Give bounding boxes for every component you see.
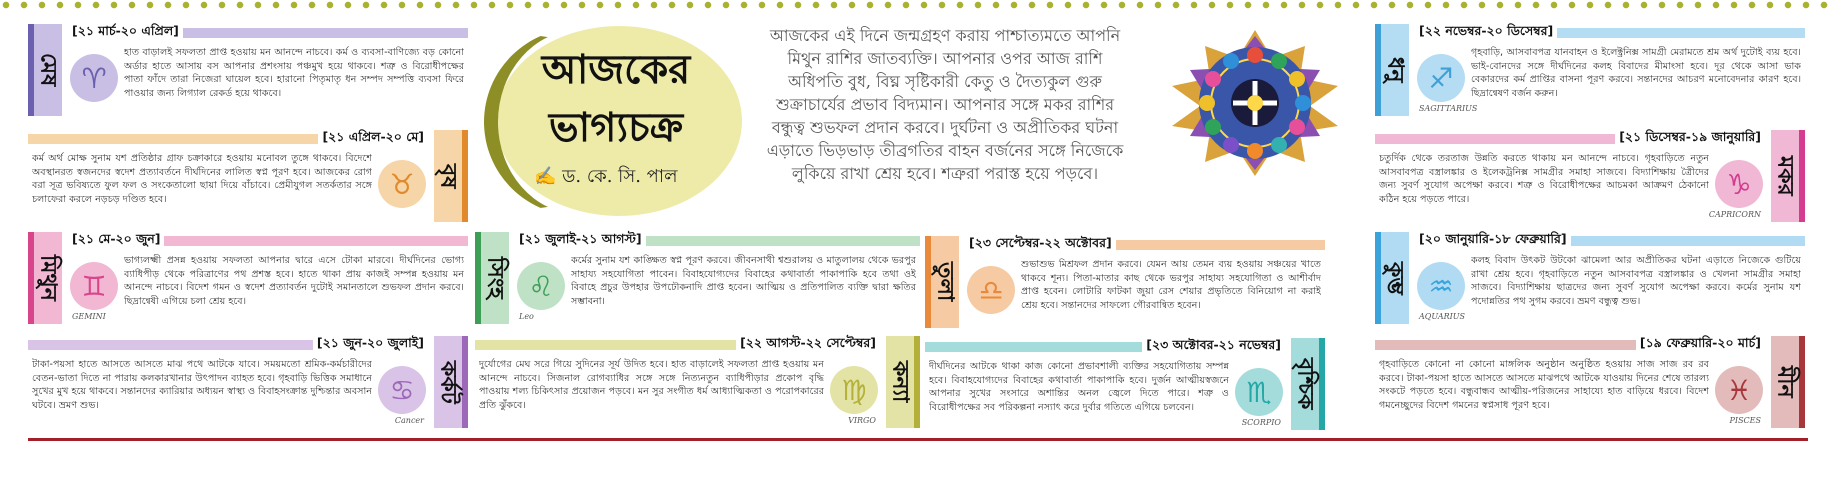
sign-date-range: [২৩ অক্টোবর-২১ নভেম্বর] bbox=[1142, 337, 1285, 357]
sign-block bbox=[1375, 336, 1805, 432]
sign-block bbox=[28, 130, 468, 226]
sign-icon-caption: Leo bbox=[519, 312, 534, 321]
sign-forecast-text: হাত বাড়ালই সফলতা প্রাপ্ত হওয়ায় মন আনন্দে নাচবে। কর্ম ও ব্যবসা-বাণিজ্যে বড় কোনো অর্ডার হাতে আসায় বস আপনার প্রশংসায় পঞ্চমুখ হয়ে থাকবে। শত্রু ও বিরোধীপক্ষের পাতা ফাঁদে তারা নিজেরা ঘায়েল হবে। হারানো পিতৃমাতৃ ধন সম্পদ সম্পত্তি ব্যবসা ফিরে পাওয়ার জন্য লিগ্যাল রেকর্ড হয়ে থাকবে। bbox=[124, 47, 464, 99]
sign-block bbox=[28, 232, 468, 328]
sign-date-range: [২১ জুন-২০ জুলাই] bbox=[313, 335, 428, 355]
sign-block bbox=[925, 236, 1325, 332]
sign-block bbox=[1375, 232, 1805, 328]
color-stripe bbox=[164, 236, 468, 246]
sign-name-tab: মেষ bbox=[28, 24, 62, 116]
sign-forecast-text: টাকা-পয়সা হাতে আসতে আসতে মাঝ পথে আটকে যাবে। সময়মতো শ্রমিক-কর্মচারীদের বেতন-ভাতা দিতে না পারায় কলকারখানার উৎপাদন ব্যাহত হবে। গৃহবাড়ি ভিত্তিক সমাধানে সুখের মুখ হয়ে থাকবে। সন্তানদের ক্যারিয়ার অধ্যয়ন স্বাস্থ্য ও বিবাহসংক্রান্ত দুশ্চিন্তার অবসান ঘটবে। ভ্রমণ শুভ। bbox=[32, 359, 372, 411]
bottom-rule bbox=[28, 438, 1808, 441]
scorpio-icon: ♏ bbox=[1235, 368, 1283, 416]
author-name: ড. কে. সি. পাল bbox=[562, 166, 678, 187]
cancer-icon: ♋ bbox=[378, 366, 426, 414]
pisces-icon: ♓ bbox=[1715, 366, 1763, 414]
sign-name-tab: কুম্ভ bbox=[1375, 232, 1409, 324]
color-stripe bbox=[1571, 236, 1805, 246]
color-stripe bbox=[925, 342, 1142, 352]
title-line-1: আজকের bbox=[541, 46, 691, 93]
sign-name-tab: মকর bbox=[1771, 130, 1805, 222]
date-header bbox=[925, 338, 1285, 356]
sign-forecast-text: দীর্ঘদিনের আটকে থাকা কাজ কোনো প্রভাবশালী ব্যক্তির সহযোগিতায় সম্পন্ন হবে। বিবাহযোগ্যদের বিবাহের কথাবার্তা পাকাপাকি হবে। দুর্জন আত্মীয়স্বজনে আপনার সুখের সংসারে অশান্তির অনল জ্বেলে দিতে পারে। শত্রু ও বিরোধীপক্ষের সব পরিকল্পনা নস্যাৎ করে দুর্বার গতিতে এগিয়ে চলবেন। bbox=[929, 361, 1229, 413]
sign-date-range: [১৯ ফেব্রুয়ারি-২০ মার্চ] bbox=[1636, 335, 1765, 355]
sign-icon-caption: CAPRICORN bbox=[1708, 210, 1761, 219]
aquarius-icon: ♒ bbox=[1417, 262, 1465, 310]
title-badge bbox=[484, 20, 744, 210]
sign-forecast-text: দুর্যোগের মেঘ সরে গিয়ে সুদিনের সূর্য উদিত হবে। হাত বাড়ালেই সফলতা প্রাপ্ত হওয়ায় মন আনন্দে নাচবে। সিজনাল রোগব্যাধির সঙ্গে সঙ্গে নিত্যনতুন ব্যাধিপীড়ার প্রকোপ বৃদ্ধি পাওয়ায় শল্য চিকিৎসার প্রয়োজন পড়বে। মন সুর সংগীত ধর্ম আধ্যাত্মিকতা ও পরোপকারের প্রতি ঝুঁকবে। bbox=[479, 359, 824, 411]
color-stripe bbox=[28, 134, 318, 144]
sign-block bbox=[28, 336, 468, 432]
sign-icon-caption: SCORPIO bbox=[1241, 418, 1281, 427]
sign-forecast-text: গৃহবাড়ি, আসবাবপত্র যানবাহন ও ইলেক্ট্রনিক্স সামগ্রী মেরামতে শ্রম অর্থ দুটোই ব্যয় হবে। ভাই-বোনদের সঙ্গে দীর্ঘদিনের কলহ বিবাদের মীমাংসা হবে। দূর থেকে আসা ভাক বেকারদের কর্ম প্রাপ্তির বাসনা পূরণ করবে। সন্তানদের আচরণ মনোবেদনার কারণ হবে। ছিদ্রান্বেষণ বর্জন করুন। bbox=[1471, 47, 1801, 99]
sign-date-range: [২১ জুলাই-২১ আগস্ট] bbox=[515, 231, 646, 251]
sign-icon-caption: SAGITTARIUS bbox=[1419, 104, 1478, 113]
top-border bbox=[0, 0, 1830, 10]
date-header bbox=[68, 24, 468, 42]
sign-icon-caption: VIRGO bbox=[848, 416, 876, 425]
color-stripe bbox=[646, 236, 920, 246]
sign-block bbox=[475, 232, 920, 328]
taurus-icon: ♉ bbox=[378, 160, 426, 208]
virgo-icon: ♍ bbox=[830, 366, 878, 414]
date-header bbox=[1415, 232, 1805, 250]
date-header bbox=[965, 236, 1325, 254]
sign-name-tab: কন্যা bbox=[886, 336, 920, 428]
sign-block bbox=[1375, 24, 1805, 120]
intro-paragraph: আজকের এই দিনে জন্মগ্রহণ করায় পাশ্চাত্যমতে আপনি মিথুন রাশির জাতব্যক্তি। আপনার ওপর আজ রাশি অধিপতি বুধ, বিঘ্ন সৃষ্টিকারী কেতু ও দৈত্যকুল গুরু শুক্রাচার্যের প্রভাব বিদ্যমান। আপনার সঙ্গে মকর রাশির বন্ধুত্ব শুভফল প্রদান করবে। দুর্ঘটনা ও অপ্রীতিকর ঘটনা এড়াতে ভিড়ভাড় তীব্রগতির বাহন বর্জনের সঙ্গে নিজেকে লুকিয়ে রাখা শ্রেয় হবে। শত্রুরা পরাস্ত হয়ে পড়বে। bbox=[766, 26, 1124, 183]
sign-date-range: [২১ মে-২০ জুন] bbox=[68, 231, 164, 251]
date-header bbox=[28, 130, 428, 148]
aries-icon: ♈ bbox=[70, 54, 118, 102]
date-header bbox=[1415, 24, 1805, 42]
sign-name-tab: সিংহ bbox=[475, 232, 509, 324]
date-header bbox=[1375, 130, 1765, 148]
sign-date-range: [২১ এপ্রিল-২০ মে] bbox=[318, 129, 428, 149]
sign-block bbox=[925, 338, 1325, 434]
sign-date-range: [২১ ডিসেম্বর-১৯ জানুয়ারি] bbox=[1615, 129, 1765, 149]
sign-forecast-text: কর্মের সুনাম যশ কাঙ্ক্ষিত স্বপ্ন পূরণ করবে। জীবনসাথী শ্বশুরালয় ও মাতুলালয় থেকে ভরপুর সাহায্য সহযোগিতা পাবেন। বিবাহযোগ্যদের বিবাহের কথাবার্তা পাকাপাকি হবে তথা ওই বিবাহে প্রচুর উপহার উপঢৌকনাদি প্রাপ্ত হবেন। আত্মিয় ও প্রতিপালিত ব্যক্তি দ্বারা ক্ষতির সম্ভাবনা। bbox=[571, 255, 916, 307]
sign-name-tab: তুলা bbox=[925, 236, 959, 328]
sign-icon-caption: AQUARIUS bbox=[1419, 312, 1466, 321]
date-header bbox=[1375, 336, 1765, 354]
sign-forecast-text: ভাগ্যলক্ষ্মী প্রসন্ন হওয়ায় সফলতা আপনার দ্বারে এসে টোকা মারবে। দীর্ঘদিনের ভোগ্য ব্যাধিপীড় থেকে পরিত্রাণের পথ প্রশস্ত হবে। হাতে থাকা প্রায় কাজই সম্পন্ন হওয়ায় মন আনন্দে নাচবে। বিদেশ গমন ও স্বদেশ প্রত্যাবর্তন দুটোই সমানতালে শুভফল প্রদান করবে। ছিদ্রান্বেষী এগিয়ে চলা শ্রেয় হবে। bbox=[124, 255, 464, 307]
color-stripe bbox=[1116, 240, 1325, 250]
sign-date-range: [২০ জানুয়ারি-১৮ ফেব্রুয়ারি] bbox=[1415, 231, 1571, 251]
sign-date-range: [২২ নভেম্বর-২০ ডিসেম্বর] bbox=[1415, 23, 1557, 43]
sign-block bbox=[475, 336, 920, 432]
sign-date-range: [২২ আগস্ট-২২ সেপ্টেম্বর] bbox=[736, 335, 880, 355]
capricorn-icon: ♑ bbox=[1715, 160, 1763, 208]
leo-icon: ♌ bbox=[517, 262, 565, 310]
sign-forecast-text: চতুর্দিক থেকে তরতাজ উন্নতি করতে থাকায় মন আনন্দে নাচবে। গৃহবাড়িতে নতুন আসবাবপত্র বস্ত্রালঙ্কার ও ইলেকট্রনিক্স সামগ্রীর সমাহা সাজবে। বিদ্যাশিক্ষায় ত্রৈীদের জন্য সুবর্ণ সুযোগ অপেক্ষা করবে। শত্রু ও বিরোধীপক্ষের আচমকা আক্রমণ ঠেকানো কঠিন হয়ে পড়তে পারে। bbox=[1379, 153, 1709, 205]
sign-forecast-text: শুভাশুভ মিশ্রফল প্রদান করবে। যেমন আয় তেমন ব্যয় হওয়ায় সঞ্চয়ের খাতে থাকবে শূন্য। পিতা-মাতার কাছ থেকে ভরপুর সাহায্য সহযোগিতা ও আশীর্বাদ প্রাপ্ত হবেন। লোটারি ফাটকা জুয়া রেস শেয়ার প্রভৃতিতে বিনিয়োগ না করাই শ্রেয় হবে। সন্তানদের সাফল্যে গৌরবান্বিত হবেন। bbox=[1021, 259, 1321, 311]
title-line-2: ভাগ্যচক্র bbox=[548, 104, 684, 151]
libra-icon: ♎ bbox=[967, 266, 1015, 314]
date-header bbox=[68, 232, 468, 250]
sign-name-tab: কর্কট bbox=[434, 336, 468, 428]
date-header bbox=[28, 336, 428, 354]
sign-icon-caption: Cancer bbox=[394, 416, 424, 425]
date-header bbox=[515, 232, 920, 250]
color-stripe bbox=[1375, 134, 1615, 144]
color-stripe bbox=[1557, 28, 1805, 38]
sign-name-tab: মীন bbox=[1771, 336, 1805, 428]
sign-date-range: [২১ মার্চ-২০ এপ্রিল] bbox=[68, 23, 183, 43]
date-header bbox=[475, 336, 880, 354]
sign-icon-caption: GEMINI bbox=[72, 312, 106, 321]
sign-name-tab: বৃশ্চিক bbox=[1291, 338, 1325, 430]
sign-block bbox=[1375, 130, 1805, 226]
pen-icon: ✍ bbox=[534, 166, 563, 187]
sign-date-range: [২৩ সেপ্টেম্বর-২২ অক্টোবর] bbox=[965, 235, 1116, 255]
gemini-icon: ♊ bbox=[70, 262, 118, 310]
sign-forecast-text: গৃহবাড়িতে কোনো না কোনো মাঙ্গলিক অনুষ্ঠান অনুষ্ঠিত হওয়ায় সাজ সাজ রব রব করবে। টাকা-পয়সা হাতে আসতে আসতে মাঝপথে আটকে যাওয়ায় দিনের শেষে তারল্য সংকটে পড়তে হবে। বন্ধুবান্ধব আত্মীয়-পরিজনের সাহায্যে হাত বাড়িয়ে ধরবে। বিদেশ গমনেচ্ছুদের বিদেশ গমনের স্বপ্নসাধ পূরণ হবে। bbox=[1379, 359, 1709, 411]
color-stripe bbox=[28, 340, 313, 350]
zodiac-wheel-icon bbox=[1160, 28, 1350, 178]
sign-block bbox=[28, 24, 468, 120]
sign-name-tab: মিথুন bbox=[28, 232, 62, 324]
sign-name-tab: ধনু bbox=[1375, 24, 1409, 116]
author-byline bbox=[534, 162, 678, 193]
sagittarius-icon: ♐ bbox=[1417, 54, 1465, 102]
color-stripe bbox=[475, 340, 736, 350]
sign-name-tab: বৃষ bbox=[434, 130, 468, 222]
color-stripe bbox=[183, 28, 468, 38]
color-stripe bbox=[1375, 340, 1636, 350]
sign-icon-caption: PISCES bbox=[1729, 416, 1761, 425]
sign-forecast-text: কলহ বিবাদ উৎকট উটকো ঝামেলা আর অপ্রীতিকর ঘটনা এড়াতে নিজেকে গুটিয়ে রাখা শ্রেয় হবে। গৃহবাড়িতে নতুন আসবাবপত্র বস্ত্রালঙ্কার ও খেলনা সামগ্রীর সমাহা সাজবে। বিদ্যাশিক্ষায় ছাত্রদের জন্য সুবর্ণ সুযোগ অপেক্ষা করবে। কর্মের সুনাম যশ পদোন্নতির পথ সুগম করবে। ভ্রমণ বন্ধুত্ব শুভ। bbox=[1471, 255, 1801, 307]
sign-forecast-text: কর্ম অর্থ মোক্ষ সুনাম যশ প্রতিষ্ঠার গ্রাফ চক্রাকারে হওয়ায় মনোবল তুঙ্গে থাকবে। বিদেশে অবস্থানরত স্বজনদের স্বদেশ প্রত্যাবর্তনে দীর্ঘদিনের লালিত স্বপ্ন পূরণ হবে। আজকের রোগ বরা সূত্র ভবিষ্যতে ফুল ফল ও সংকেতালো ছায়া দিয়ে বাঁচাবে। প্রেমীযুগল সতর্কতার সঙ্গে চলাফেরা করলে নড়চড় দণ্ডিত হবে। bbox=[32, 153, 372, 205]
